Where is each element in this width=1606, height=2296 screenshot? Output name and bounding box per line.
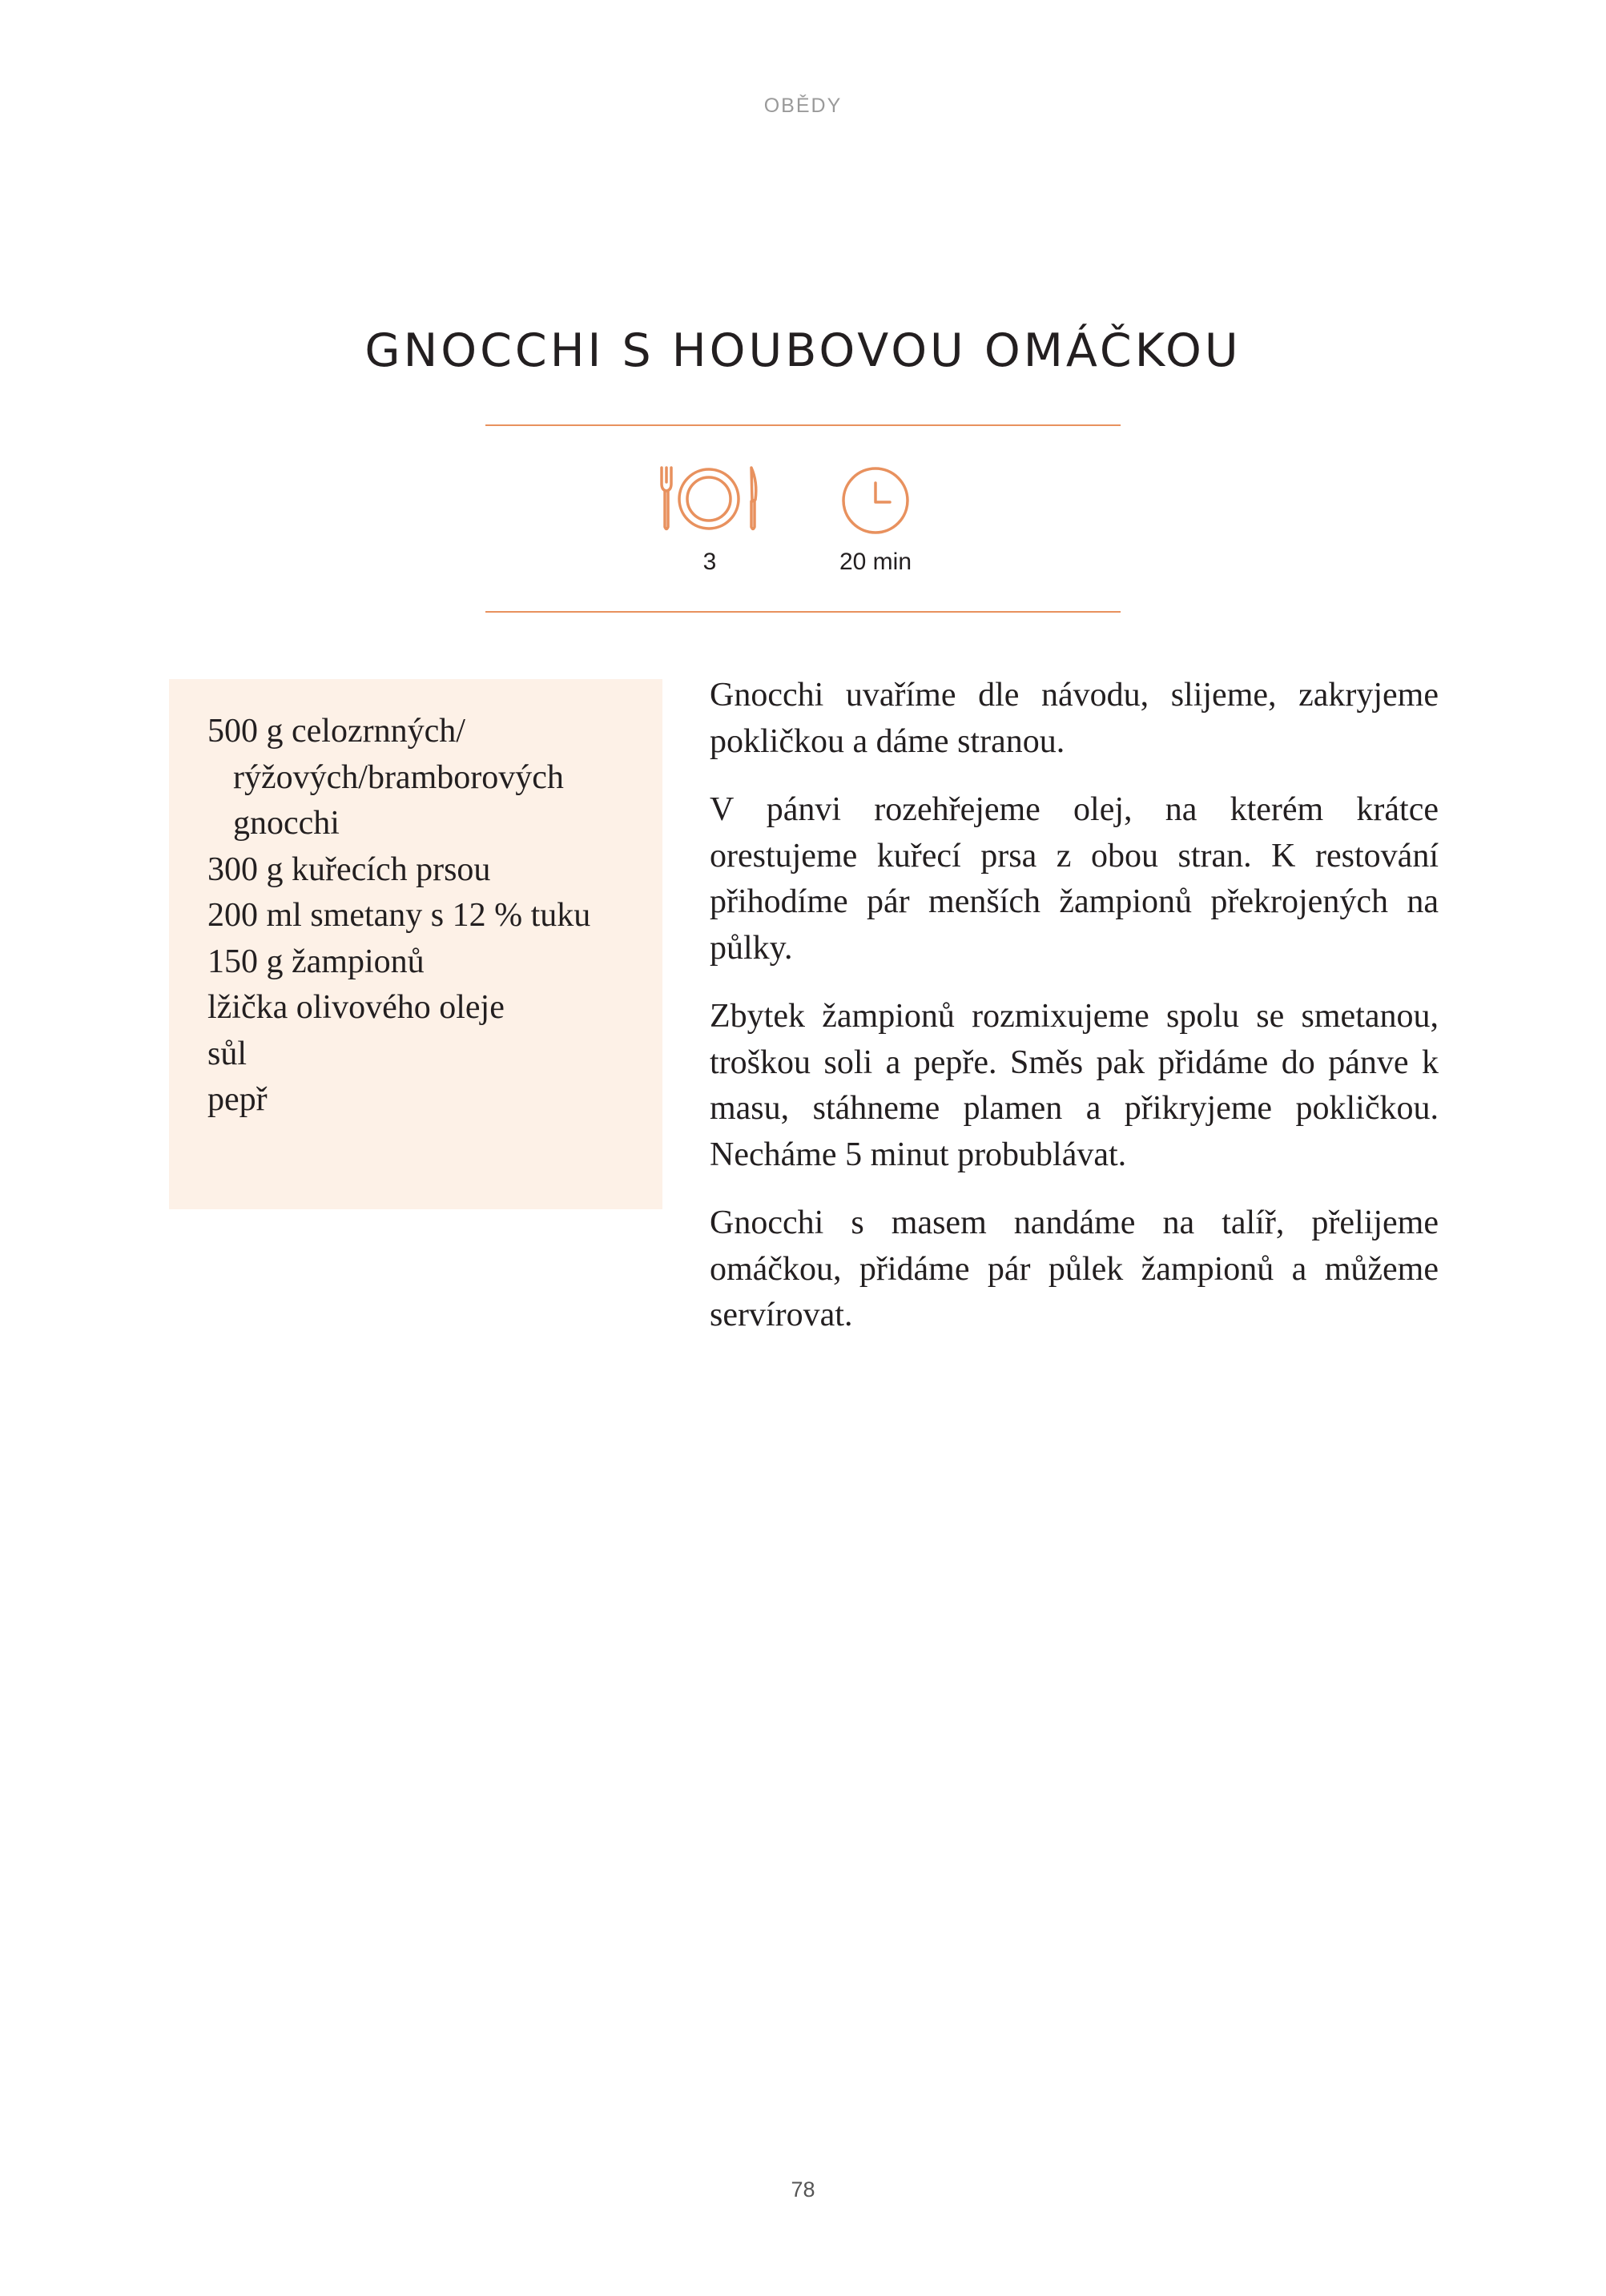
ingredient-item: 200 ml smetany s 12 % tuku (207, 897, 591, 934)
instruction-paragraph: Gnocchi s masem nandáme na talíř, přelijeme omáčkou, přidáme pár půlek žampionů a můžeme servírovat. (710, 1204, 1439, 1333)
bottom-divider (485, 611, 1121, 613)
ingredients-list (207, 709, 640, 1124)
servings-value: 3 (702, 549, 717, 575)
page-number: 78 (791, 2177, 815, 2202)
recipe-title: GNOCCHI S HOUBOVOU OMÁČKOU (364, 324, 1242, 377)
instruction-paragraph: Gnocchi uvaříme dle návodu, slijeme, zakryjeme pokličkou a dáme stranou. (710, 677, 1439, 760)
ingredient-item: pepř (207, 1081, 268, 1118)
ingredient-item: sůl (207, 1035, 248, 1072)
top-divider (485, 424, 1121, 426)
running-head: OBĚDY (763, 94, 843, 117)
instruction-paragraph: V pánvi rozehřejeme olej, na kterém krátce orestujeme kuřecí prsa z obou stran. K restování přihodíme pár menších žampionů překrojených na půlky. (710, 791, 1439, 967)
time-value: 20 min (839, 549, 912, 575)
ingredient-item: 300 g kuřecích prsou (207, 850, 491, 888)
ingredient-item: lžička olivového oleje (207, 989, 505, 1026)
ingredient-item: 500 g celozrnných/ rýžových/bramborových gnocchi (207, 713, 564, 842)
instruction-paragraph: Zbytek žampionů rozmixujeme spolu se smetanou, troškou soli a pepře. Směs pak přidáme do pánve k masu, stáhneme plamen a přikryjeme pokličkou. Necháme 5 minut probublávat. (710, 998, 1439, 1173)
ingredients-box (169, 679, 662, 1209)
ingredient-item: 150 g žampionů (207, 943, 425, 980)
plate-cutlery-icon (658, 464, 761, 533)
clock-icon (840, 465, 911, 536)
instructions (710, 673, 1439, 1361)
